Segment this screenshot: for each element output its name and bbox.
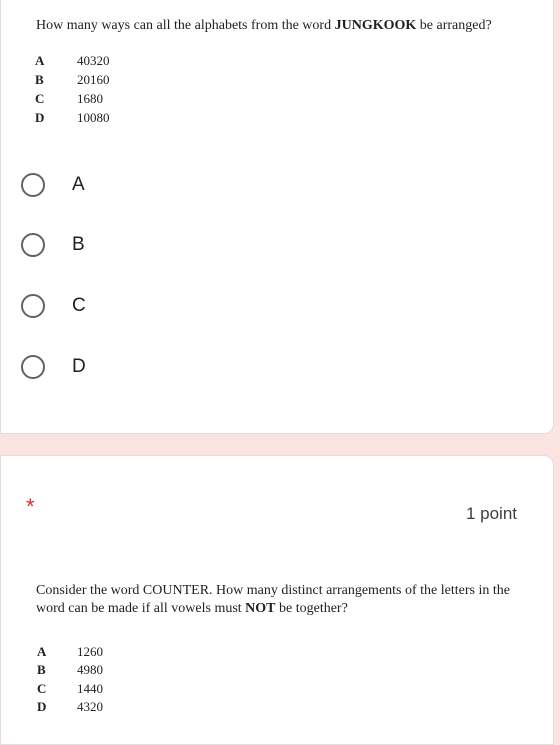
radio-label-a[interactable]: A bbox=[72, 174, 85, 195]
radio-label-b[interactable]: B bbox=[72, 234, 85, 255]
question-1-text bbox=[36, 17, 536, 35]
question-2-text-end: be together? bbox=[275, 601, 348, 616]
choice-letter: A bbox=[35, 53, 45, 68]
choice-letter: D bbox=[37, 698, 47, 714]
choice-value: 1260 bbox=[77, 644, 103, 659]
radio-option-a[interactable] bbox=[21, 173, 221, 207]
radio-button-b[interactable] bbox=[21, 233, 45, 257]
question-1-text-end: be arranged? bbox=[416, 18, 492, 33]
choice-value: 1440 bbox=[77, 680, 103, 696]
choice-value: 4980 bbox=[77, 662, 103, 678]
radio-option-d[interactable] bbox=[21, 355, 221, 389]
radio-label-c[interactable]: C bbox=[72, 295, 86, 316]
radio-button-d[interactable] bbox=[21, 355, 45, 379]
choice-letter: C bbox=[35, 91, 45, 106]
radio-option-c[interactable] bbox=[21, 294, 221, 328]
choice-value: 10080 bbox=[77, 110, 110, 125]
question-1-bold-word: JUNGKOOK bbox=[334, 18, 417, 33]
choice-value: 1680 bbox=[77, 91, 103, 106]
points-label: 1 point bbox=[465, 504, 517, 523]
choice-value: 20160 bbox=[77, 72, 110, 87]
question-2-text-start: Consider the word COUNTER. How many distinct arrangements of the letters in the word can be made if all vowels must bbox=[36, 583, 510, 616]
question-card-2 bbox=[0, 455, 554, 745]
choice-letter: B bbox=[35, 72, 44, 87]
required-asterisk: * bbox=[26, 494, 35, 519]
question-1-text-start: How many ways can all the alphabets from the word bbox=[36, 18, 335, 33]
choice-letter: A bbox=[37, 644, 47, 659]
choice-letter: C bbox=[37, 680, 47, 696]
choice-value: 40320 bbox=[77, 53, 110, 68]
choice-letter: D bbox=[35, 110, 45, 125]
radio-option-b[interactable] bbox=[21, 233, 221, 267]
question-2-text bbox=[36, 582, 516, 618]
choice-value: 4320 bbox=[77, 698, 103, 714]
choice-letter: B bbox=[37, 662, 46, 678]
question-2-bold-word: NOT bbox=[245, 601, 276, 616]
radio-label-d[interactable]: D bbox=[72, 356, 86, 377]
radio-button-c[interactable] bbox=[21, 294, 45, 318]
radio-button-a[interactable] bbox=[21, 173, 45, 197]
